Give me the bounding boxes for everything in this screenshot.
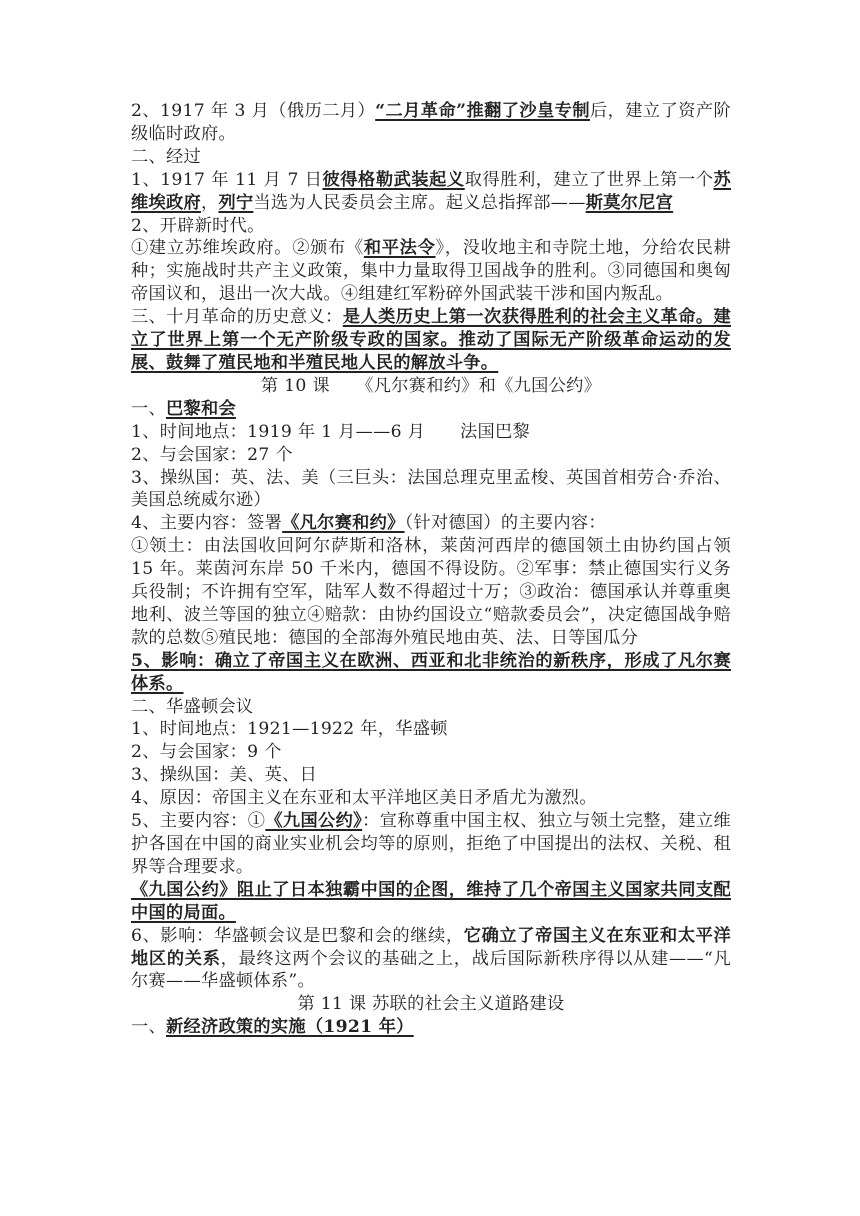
key-term: 列宁 (218, 192, 254, 213)
paragraph-uprising (131, 169, 731, 215)
key-term: 斯莫尔尼宫 (585, 192, 674, 213)
list-item: 2、与会国家：9 个 (131, 742, 282, 763)
lesson-11-title: 第 11 课 苏联的社会主义道路建设 (297, 994, 565, 1015)
paragraph-measures (131, 237, 731, 306)
text-segment: （针对德国）的主要内容： (404, 513, 606, 534)
lesson-10-title: 第 10 课 《凡尔赛和约》和《九国公约》 (260, 375, 602, 396)
text-segment: 一、 (131, 1017, 166, 1038)
key-term: 新经济政策的实施（1921 年） (165, 1017, 414, 1038)
paragraph-february-revolution (131, 100, 731, 146)
list-item: 1、时间地点：1921—1922 年，华盛顿 (131, 719, 448, 740)
list-item: 2、与会国家：27 个 (131, 444, 293, 465)
list-item: 3、操纵国：英、法、美（三巨头：法国总理克里孟梭、英国首相劳合·乔治、美国总统威尔逊） (131, 467, 731, 511)
paragraph-treaty-content: ①领土：由法国收回阿尔萨斯和洛林，莱茵河西岸的德国领土由协约国占领 15 年。莱茵河东岸 50 千米内，德国不得设防。②军事：禁止德国实行义务兵役制；不许拥有空军，陆军人数不得超过十万；③政治：德国承认并尊重奥地利、波兰等国的独立④赔款：由协约国设立“赔款委员会”，决定德国战争赔款的总数⑤殖民地：德国的全部海外殖民地由英、法、日等国瓜分 (131, 536, 731, 648)
text-segment: 6、影响：华盛顿会议是巴黎和会的继续， (131, 925, 464, 946)
text-segment: ，最终这两个会议的基础之上，战后国际新秩序得以从建——“凡尔赛——华盛顿体系”。 (131, 948, 731, 992)
text-segment: 当选为人民委员会主席。起义总指挥部—— (253, 192, 586, 213)
text-segment: 5、主要内容：① (131, 811, 266, 832)
section-heading (131, 1016, 731, 1039)
list-item: 1、时间地点：1919 年 1 月——6 月 法国巴黎 (131, 421, 530, 442)
list-item (131, 512, 731, 535)
paragraph-new-era: 2、开辟新时代。 (131, 215, 265, 236)
key-term: 和平法令 (363, 238, 436, 259)
text-segment: 》，没收地主和寺院土地，分给农民耕种；实施战时共产主义政策，集中力量取得卫国战争的胜利。③同德国和奥匈帝国议和，退出一次大战。④组建红军粉碎外国武装干涉和国内叛乱。 (131, 238, 731, 305)
key-term: 《九国公约》 (265, 811, 363, 832)
paragraph-nine-power: 《九国公约》阻止了日本独霸中国的企图，维持了几个帝国主义国家共同支配中国的局面。 (131, 879, 731, 923)
text-segment: ， (200, 192, 219, 213)
key-term: “二月革命”推翻了沙皇专制 (375, 101, 590, 121)
key-term: 苏维埃政府 (131, 169, 731, 213)
text-segment: 后，建立了资产阶级临时政府。 (131, 101, 731, 144)
paragraph-washington-influence (131, 925, 731, 994)
list-item: 3、操纵国：美、英、日 (131, 765, 318, 786)
key-term: 是人类历史上第一次获得胜利的社会主义革命。建立了世界上第一个无产阶级专政的国家。推动了国际无产阶级革命运动的发展、鼓舞了殖民地和半殖民地人民的解放斗争。 (131, 307, 731, 373)
text-segment: 取得胜利，建立了世界上第一个 (464, 169, 714, 190)
section-heading (131, 398, 731, 421)
paragraph-significance (131, 306, 731, 375)
list-item (131, 810, 731, 879)
section-heading: 二、华盛顿会议 (131, 696, 254, 717)
text-segment: ①建立苏维埃政府。②颁布《 (131, 238, 364, 259)
key-term: 它确立了帝国主义在东亚和太平洋地区的关系 (131, 925, 731, 969)
paragraph-influence: 5、影响：确立了帝国主义在欧洲、西亚和北非统治的新秩序，形成了凡尔赛体系。 (131, 650, 731, 694)
key-term: 巴黎和会 (165, 398, 236, 419)
document-page (131, 100, 731, 1039)
key-term: 《凡尔赛和约》 (282, 513, 405, 534)
section-heading: 二、经过 (131, 146, 201, 167)
text-segment: 1、1917 年 11 月 7 日 (131, 169, 323, 190)
list-item: 4、原因：帝国主义在东亚和太平洋地区美日矛盾尤为激烈。 (131, 788, 597, 809)
text-segment: 4、主要内容：签署 (131, 513, 283, 534)
text-segment: 2、1917 年 3 月（俄历二月） (131, 101, 376, 121)
text-segment: ：宣称尊重中国主权、独立与领土完整，建立维护各国在中国的商业实业机会均等的原则，拒绝了中国提出的法权、关税、租界等合理要求。 (131, 811, 732, 877)
text-segment: 三、十月革命的历史意义： (131, 307, 343, 328)
key-term: 彼得格勒武装起义 (322, 169, 465, 190)
text-segment: 一、 (131, 398, 166, 419)
